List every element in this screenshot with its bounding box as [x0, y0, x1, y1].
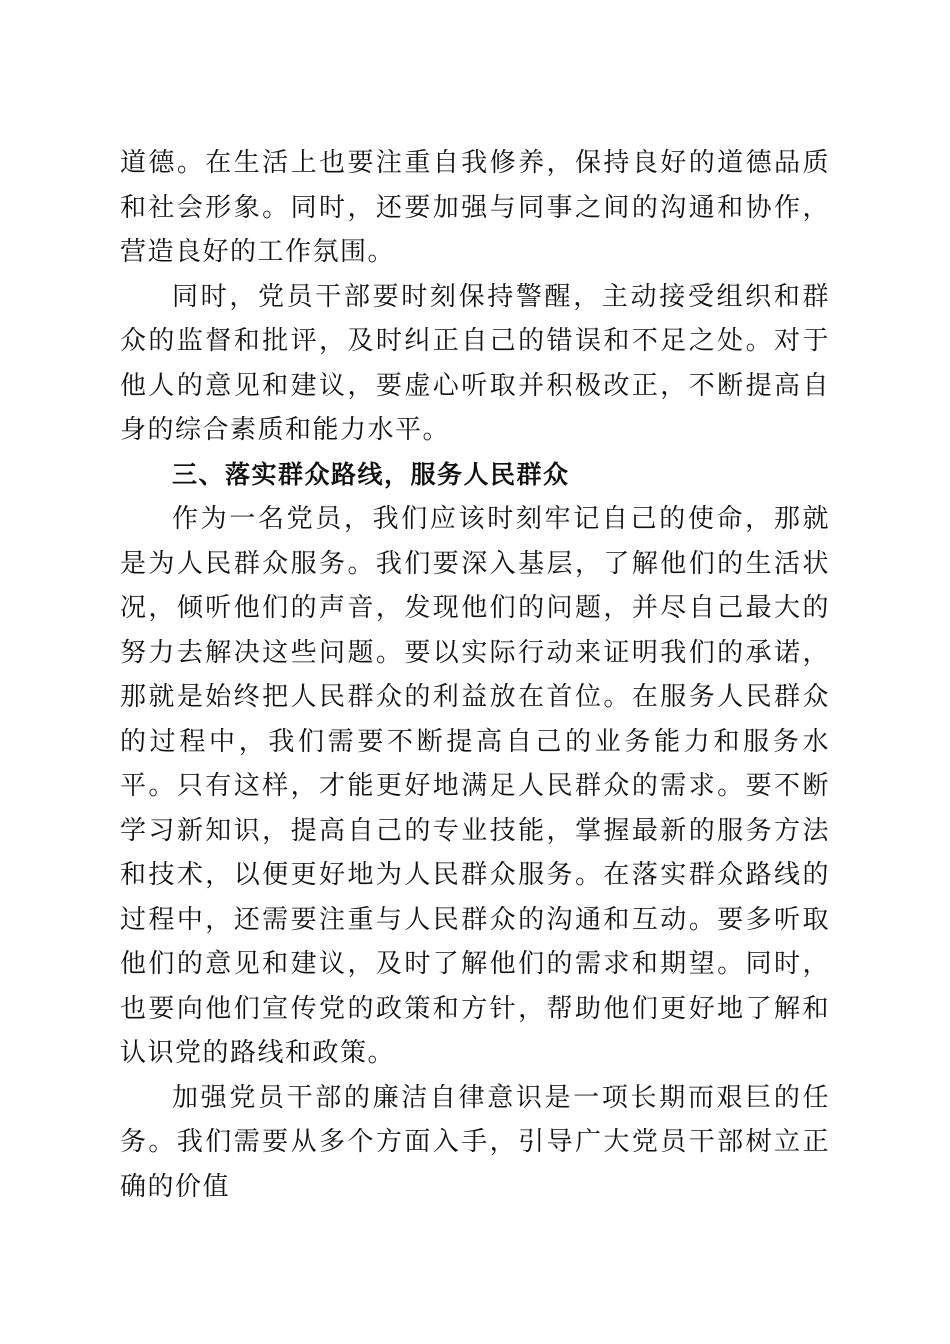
paragraph-continued: 道德。在生活上也要注重自我修养，保持良好的道德品质和社会形象。同时，还要加强与同事之间的沟通和协作，营造良好的工作氛围。	[120, 148, 830, 267]
paragraph-supervision: 同时，党员干部要时刻保持警醒，主动接受组织和群众的监督和批评，及时纠正自己的错误和不足之处。对于他人的意见和建议，要虚心听取并积极改正，不断提高自身的综合素质和能力水平。	[120, 281, 830, 445]
paragraph-integrity: 加强党员干部的廉洁自律意识是一项长期而艰巨的任务。我们需要从多个方面入手，引导广大党员干部树立正确的价值	[120, 1082, 830, 1202]
section-heading-three: 三、落实群众路线，服务人民群众	[172, 459, 570, 489]
document-body	[120, 141, 830, 1209]
paragraph-serve-people: 作为一名党员，我们应该时刻牢记自己的使命，那就是为人民群众服务。我们要深入基层，了解他们的生活状况，倾听他们的声音，发现他们的问题，并尽自己最大的努力去解决这些问题。要以实际行动来证明我们的承诺，那就是始终把人民群众的利益放在首位。在服务人民群众的过程中，我们需要不断提高自己的业务能力和服务水平。只有这样，才能更好地满足人民群众的需求。要不断学习新知识，提高自己的专业技能，掌握最新的服务方法和技术，以便更好地为人民群众服务。在落实群众路线的过程中，还需要注重与人民群众的沟通和互动。要多听取他们的意见和建议，及时了解他们的需求和期望。同时，也要向他们宣传党的政策和方针，帮助他们更好地了解和认识党的路线和政策。	[120, 504, 830, 1068]
